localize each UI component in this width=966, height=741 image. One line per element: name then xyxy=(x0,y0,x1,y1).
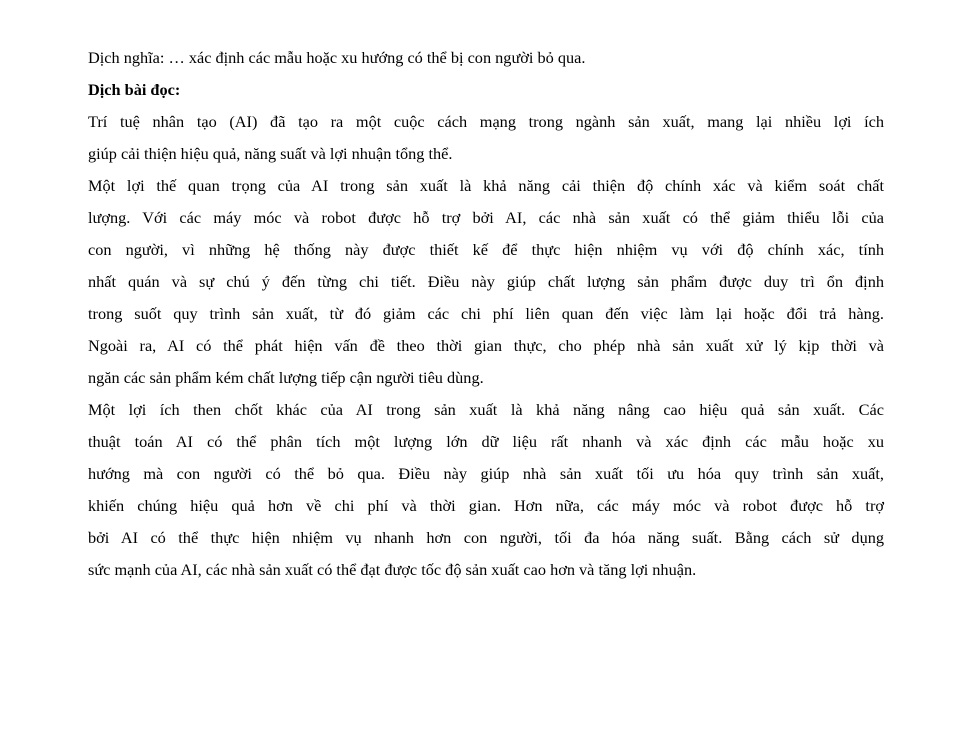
document-page xyxy=(88,42,884,586)
paragraph-line: bởi AI có thể thực hiện nhiệm vụ nhanh hơn con người, tối đa hóa năng suất. Bằng cách sử dụng xyxy=(88,528,884,547)
paragraph-line: nhất quán và sự chú ý đến từng chi tiết. Điều này giúp chất lượng sản phẩm được duy trì ổn định xyxy=(88,272,884,291)
paragraph-line: ngăn các sản phẩm kém chất lượng tiếp cận người tiêu dùng. xyxy=(88,368,484,387)
paragraph-line: giúp cải thiện hiệu quả, năng suất và lợi nhuận tổng thể. xyxy=(88,144,453,163)
paragraph-2 xyxy=(88,170,884,394)
paragraph-line: Ngoài ra, AI có thể phát hiện vấn đề theo thời gian thực, cho phép nhà sản xuất xử lý kịp thời và xyxy=(88,336,884,355)
paragraph-line: trong suốt quy trình sản xuất, từ đó giảm các chi phí liên quan đến việc làm lại hoặc đổi trả hàng. xyxy=(88,304,884,323)
paragraph-line: Một lợi thế quan trọng của AI trong sản xuất là khả năng cải thiện độ chính xác và kiểm soát chất xyxy=(88,176,884,195)
section-heading: Dịch bài đọc: xyxy=(88,80,181,99)
paragraph-line: lượng. Với các máy móc và robot được hỗ trợ bởi AI, các nhà sản xuất có thể giảm thiểu lỗi của xyxy=(88,208,884,227)
paragraph-line: khiến chúng hiệu quả hơn về chi phí và thời gian. Hơn nữa, các máy móc và robot được hỗ trợ xyxy=(88,496,884,515)
paragraph-line: sức mạnh của AI, các nhà sản xuất có thể đạt được tốc độ sản xuất cao hơn và tăng lợi nhuận. xyxy=(88,560,697,579)
paragraph-line: Trí tuệ nhân tạo (AI) đã tạo ra một cuộc cách mạng trong ngành sản xuất, mang lại nhiều lợi ích xyxy=(88,112,884,131)
paragraph-line: thuật toán AI có thể phân tích một lượng lớn dữ liệu rất nhanh và xác định các mẫu hoặc xu xyxy=(88,432,884,451)
paragraph-line: hướng mà con người có thể bỏ qua. Điều này giúp nhà sản xuất tối ưu hóa quy trình sản xuất, xyxy=(88,464,884,483)
paragraph-1 xyxy=(88,106,884,170)
translation-note: Dịch nghĩa: … xác định các mẫu hoặc xu hướng có thể bị con người bỏ qua. xyxy=(88,48,586,67)
paragraph-3 xyxy=(88,394,884,586)
paragraph-line: Một lợi ích then chốt khác của AI trong sản xuất là khả năng nâng cao hiệu quả sản xuất. Các xyxy=(88,400,884,419)
paragraph-line: con người, vì những hệ thống này được thiết kế để thực hiện nhiệm vụ với độ chính xác, tính xyxy=(88,240,884,259)
